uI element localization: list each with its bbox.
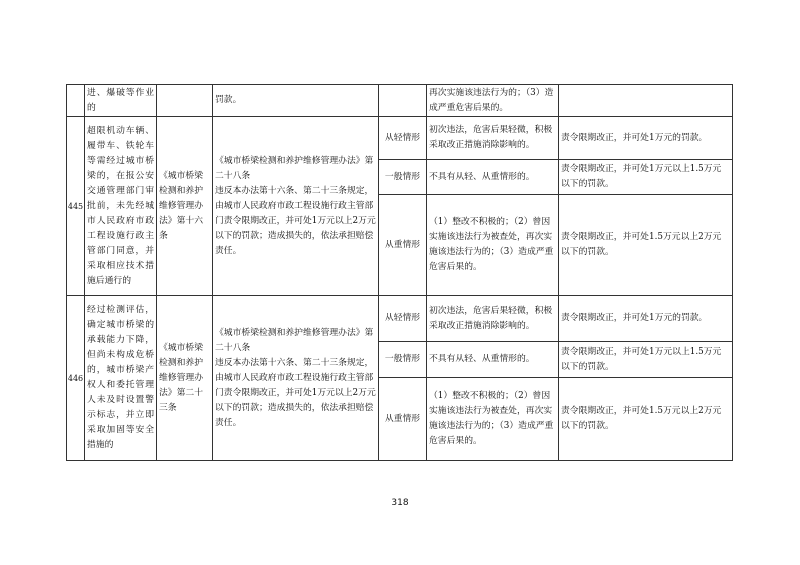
standard-cell: 责令限期改正，并可处1万元的罚款。: [559, 296, 733, 342]
condition-cell: 不具有从轻、从重情形的。: [427, 160, 559, 195]
standard-cell: 责令限期改正，并可处1万元以上1.5万元以下的罚款。: [559, 160, 733, 195]
circumstance-cell: 从轻情形: [379, 296, 427, 342]
penalty-discretion-table: [66, 84, 733, 461]
standard-cell: [559, 85, 733, 117]
condition-text: 再次实施该违法行为的；（3）造成严重危害后果的。: [429, 87, 554, 113]
row-number-cell: [67, 85, 85, 117]
standard-cell: 责令限期改正，并可处1.5万元以上2万元以下的罚款。: [559, 378, 733, 461]
penalty-basis-cell: [213, 296, 379, 461]
row-number-cell: 446: [67, 296, 85, 461]
row-number-cell: 445: [67, 117, 85, 296]
condition-cell: （1）整改不积极的；（2）曾因实施该违法行为被查处，再次实施该违法行为的；（3）造成严重危害后果的。: [427, 378, 559, 461]
table-row: [67, 117, 733, 160]
violation-text: 超限机动车辆、履带车、铁轮车等需经过城市桥梁的，在报公安交通管理部门审批前，未先经城市人民政府市政工程设施行政主管部门同意，并采取相应技术措施后通行的: [87, 125, 154, 286]
basis-text: 《城市桥梁检测和养护维修管理办法》第二十三条: [159, 342, 203, 413]
table-row: [67, 296, 733, 342]
violation-cell: [85, 85, 157, 117]
circumstance-cell: 从轻情形: [379, 117, 427, 160]
page-number: 318: [391, 498, 409, 508]
penalty-text: 罚款。: [215, 95, 242, 105]
standard-cell: 责令限期改正，并可处1.5万元以上2万元以下的罚款。: [559, 195, 733, 296]
condition-cell: 初次违法，危害后果轻微，积极采取改正措施消除影响的。: [427, 117, 559, 160]
condition-cell: 不具有从轻、从重情形的。: [427, 342, 559, 378]
condition-cell: 初次违法，危害后果轻微，积极采取改正措施消除影响的。: [427, 296, 559, 342]
violation-cell: [85, 117, 157, 296]
circumstance-cell: 从重情形: [379, 378, 427, 461]
violation-text: 进、爆破等作业的: [87, 87, 154, 113]
violation-text: 经过检测评估，确定城市桥梁的承载能力下降，但尚未构成危桥的，城市桥梁产权人和委托管理人未及时设置警示标志，并立即采取加固等安全措施的: [87, 305, 154, 450]
standard-cell: 责令限期改正，并可处1万元以上1.5万元以下的罚款。: [559, 342, 733, 378]
circumstance-cell: 一般情形: [379, 342, 427, 378]
circumstance-cell: [379, 85, 427, 117]
penalty-text: 《城市桥梁检测和养护维修管理办法》第二十八条 违反本办法第十六条、第二十三条规定，由城市人民政府市政工程设施行政主管部门责令限期改正，并可处1万元以上2万元以下的罚款；造成损失的，依法承担赔偿责任。: [215, 155, 376, 256]
penalty-basis-cell: [213, 117, 379, 296]
basis-cell: [157, 85, 213, 117]
standard-cell: 责令限期改正，并可处1万元的罚款。: [559, 117, 733, 160]
basis-text: 《城市桥梁检测和养护维修管理办法》第十六条: [159, 170, 203, 241]
basis-cell: [157, 296, 213, 461]
penalty-basis-cell: [213, 85, 379, 117]
circumstance-cell: 从重情形: [379, 195, 427, 296]
condition-cell: （1）整改不积极的；（2）曾因实施该违法行为被查处，再次实施该违法行为的；（3）造成严重危害后果的。: [427, 195, 559, 296]
basis-cell: [157, 117, 213, 296]
violation-cell: [85, 296, 157, 461]
circumstance-cell: 一般情形: [379, 160, 427, 195]
table-row: [67, 85, 733, 117]
condition-cell: [427, 85, 559, 117]
penalty-text: 《城市桥梁检测和养护维修管理办法》第二十八条 违反本办法第十六条、第二十三条规定，由城市人民政府市政工程设施行政主管部门责令限期改正，并可处1万元以上2万元以下的罚款；造成损失的，依法承担赔偿责任。: [215, 327, 376, 428]
